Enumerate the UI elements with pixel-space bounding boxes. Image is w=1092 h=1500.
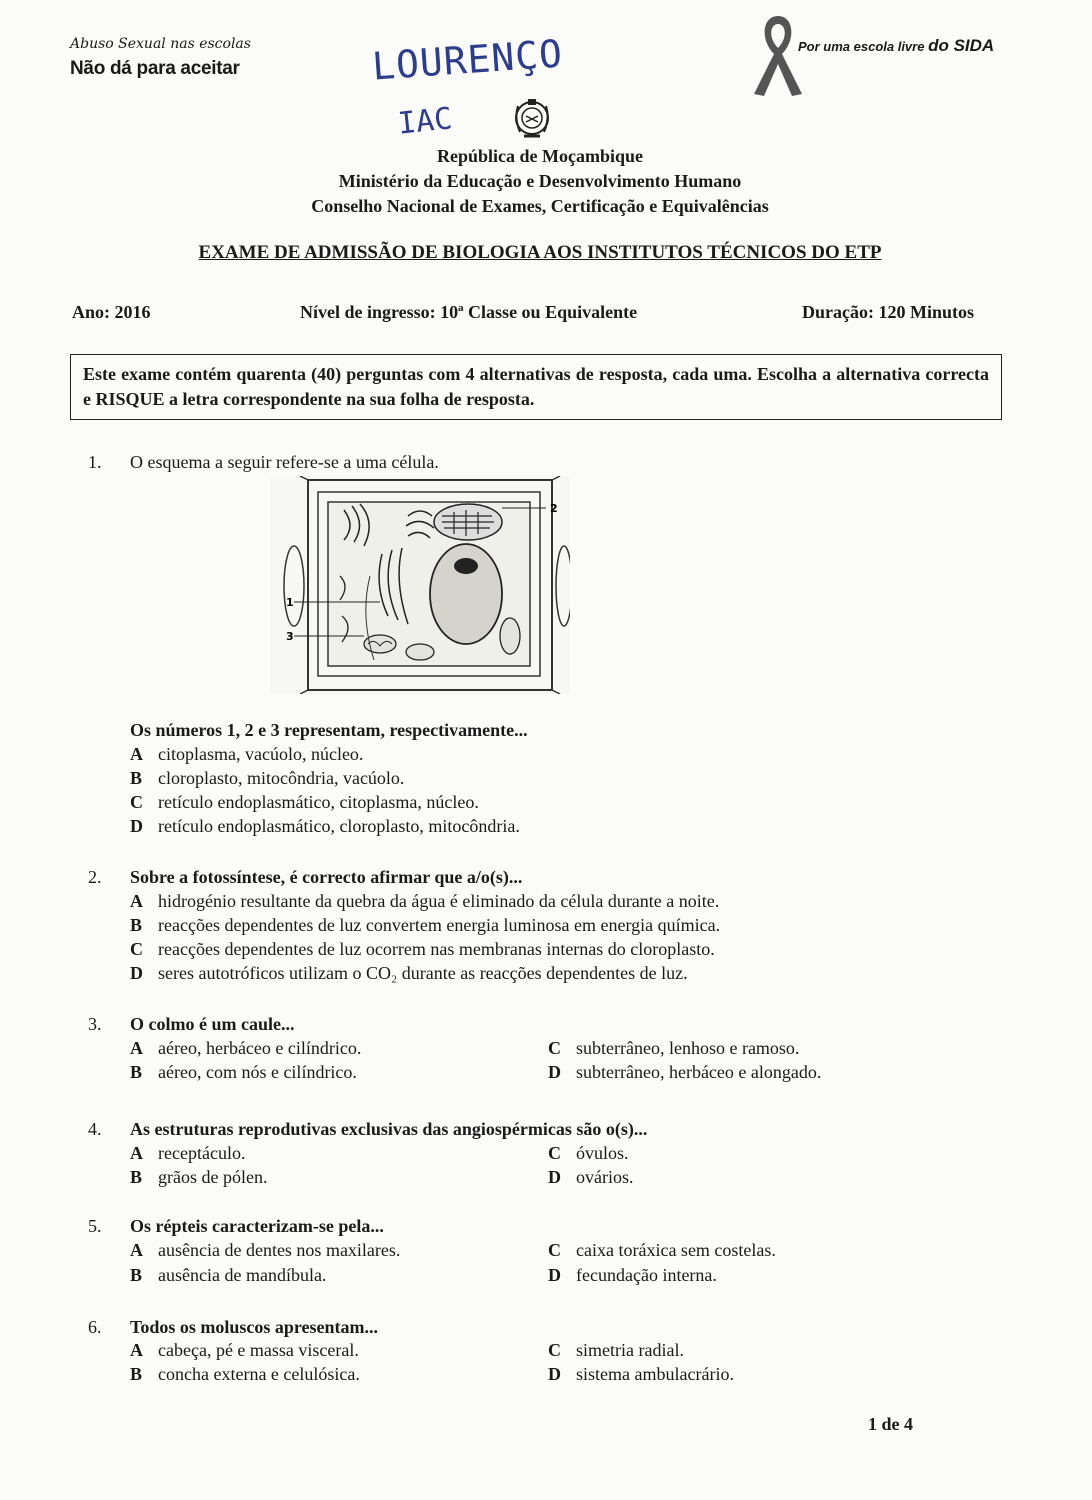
option-d[interactable]: D seres autotróficos utilizam o CO₂ durante as reacções dependentes de luz. <box>130 963 688 983</box>
aids-banner <box>798 36 994 56</box>
option-a[interactable]: A aéreo, herbáceo e cilíndrico. <box>130 1038 362 1058</box>
question-stem: Os números 1, 2 e 3 representam, respectivamente... <box>130 720 528 740</box>
option-c[interactable]: C reacções dependentes de luz ocorrem nas membranas internas do cloroplasto. <box>130 939 715 959</box>
handwritten-name: LOURENÇO <box>370 31 565 89</box>
option-a[interactable]: A citoplasma, vacúolo, núcleo. <box>130 744 364 764</box>
option-a[interactable]: A cabeça, pé e massa visceral. <box>130 1340 359 1360</box>
option-b[interactable]: B aéreo, com nós e cilíndrico. <box>130 1062 357 1082</box>
aids-banner-prefix: Por uma escola livre <box>798 39 925 54</box>
option-d[interactable]: D subterrâneo, herbáceo e alongado. <box>548 1062 822 1082</box>
page-number: 1 de 4 <box>868 1414 913 1434</box>
header-council: Conselho Nacional de Exames, Certificação e Equivalências <box>311 196 769 216</box>
aids-banner-emph: do SIDA <box>928 36 995 55</box>
option-c[interactable]: C caixa toráxica sem costelas. <box>548 1240 776 1260</box>
header-ministry: Ministério da Educação e Desenvolvimento Humano <box>338 171 742 191</box>
option-b[interactable]: B concha externa e celulósica. <box>130 1364 360 1384</box>
exam-title: EXAME DE ADMISSÃO DE BIOLOGIA AOS INSTITUTOS TÉCNICOS DO ETP <box>198 242 882 263</box>
option-a[interactable]: A ausência de dentes nos maxilares. <box>130 1240 401 1260</box>
option-c[interactable]: C simetria radial. <box>548 1340 684 1360</box>
option-c[interactable]: C subterrâneo, lenhoso e ramoso. <box>548 1038 800 1058</box>
option-d[interactable]: D sistema ambulacrário. <box>548 1364 734 1384</box>
question-intro: O esquema a seguir refere-se a uma célula. <box>130 452 439 472</box>
question-number: 6. <box>88 1317 102 1337</box>
question-number: 1. <box>88 452 102 472</box>
question-stem: Sobre a fotossíntese, é correcto afirmar que a/o(s)... <box>130 867 523 887</box>
question-number: 5. <box>88 1216 102 1236</box>
campaign-slogan-line2: Não dá para aceitar <box>70 58 240 79</box>
question-number: 4. <box>88 1119 102 1139</box>
exam-year: Ano: 2016 <box>72 302 151 322</box>
option-d[interactable]: D fecundação interna. <box>548 1265 717 1285</box>
campaign-slogan-line1: Abuso Sexual nas escolas <box>70 36 251 52</box>
question-stem: Os répteis caracterizam-se pela... <box>130 1216 384 1236</box>
option-c[interactable]: C retículo endoplasmático, citoplasma, núcleo. <box>130 792 479 812</box>
question-number: 2. <box>88 867 102 887</box>
diagram-label-2: 2 <box>550 502 558 515</box>
question-stem: O colmo é um caule... <box>130 1014 295 1034</box>
option-c[interactable]: C óvulos. <box>548 1143 629 1163</box>
handwritten-school: IAC <box>396 101 454 142</box>
coat-of-arms-icon <box>510 96 554 142</box>
option-a[interactable]: A receptáculo. <box>130 1143 246 1163</box>
plant-cell-diagram <box>270 476 570 694</box>
exam-level: Nível de ingresso: 10ª Classe ou Equivalente <box>300 302 638 322</box>
diagram-label-3: 3 <box>286 630 294 643</box>
header-country: República de Moçambique <box>436 146 643 166</box>
instructions-box: Este exame contém quarenta (40) perguntas com 4 alternativas de resposta, cada uma. Escolha a alternativa correcta e RISQUE a letra correspondente na sua folha de resposta. <box>70 354 1002 420</box>
question-stem: As estruturas reprodutivas exclusivas das angiospérmicas são o(s)... <box>130 1119 648 1139</box>
option-b[interactable]: B ausência de mandíbula. <box>130 1265 327 1285</box>
option-b[interactable]: B reacções dependentes de luz convertem energia luminosa em energia química. <box>130 915 721 935</box>
option-b[interactable]: B cloroplasto, mitocôndria, vacúolo. <box>130 768 405 788</box>
question-stem: Todos os moluscos apresentam... <box>130 1317 379 1337</box>
diagram-label-1: 1 <box>286 596 294 609</box>
option-a[interactable]: A hidrogénio resultante da quebra da água é eliminado da célula durante a noite. <box>130 891 720 911</box>
option-d[interactable]: D retículo endoplasmático, cloroplasto, mitocôndria. <box>130 816 520 836</box>
option-d[interactable]: D ovários. <box>548 1167 634 1187</box>
question-number: 3. <box>88 1014 102 1034</box>
exam-duration: Duração: 120 Minutos <box>802 302 974 322</box>
option-b[interactable]: B grãos de pólen. <box>130 1167 268 1187</box>
